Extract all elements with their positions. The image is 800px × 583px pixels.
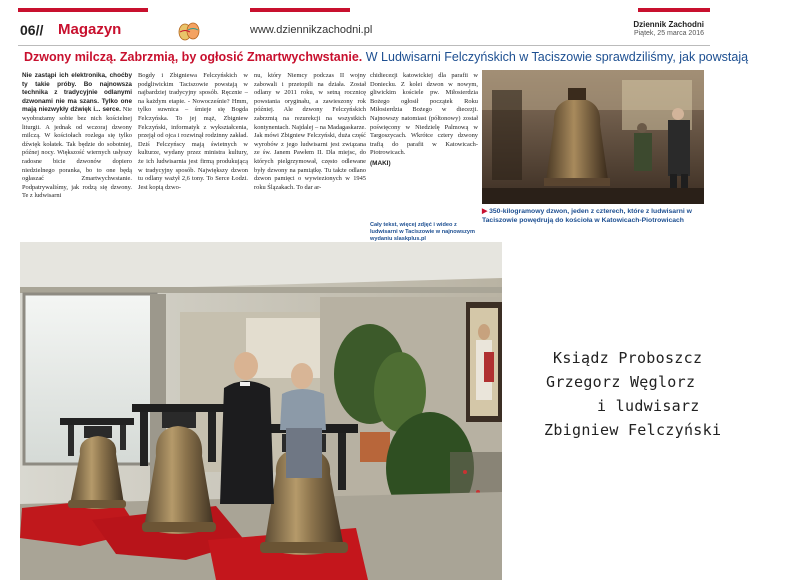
column-3-text: nu, który Niemcy podczas II wojny zabowali i przetopili na działa. Został odlany w 2011 roku, w setną rocznicę powstania oryginału, a zawieszony rok później. Ale dzwony Felczyńskich zabrzmią na rezurekcji na wszystkich kontynentach. Najdalej – na Madagaskarze. Jak mówi Zbigniew Felczyński, duża część wyrobów z jego ludwisarni jest związana ze św. Janem Pawłem II. Dla miejsc, do których pielgrzymował, często odlewane były dzwony na pamiątkę. Tu także odlano dzwon pamięci o wywiezionych w 1945 roku Ślązakach. To dar ar- <box>254 72 366 191</box>
caption-line-2: Grzegorz Węglorz <box>546 373 696 391</box>
article-column-1 <box>22 72 132 232</box>
paper-info <box>633 20 704 38</box>
caption-line-1: Ksiądz Proboszcz <box>553 349 703 367</box>
article-signature: (MAKI) <box>370 159 391 167</box>
bells-church-photo <box>20 242 502 580</box>
easter-eggs-icon <box>176 18 202 42</box>
headline-main: Dzwony milczą. Zabrzmią, by ogłosić Zmartwychwstanie. <box>24 50 363 64</box>
photo-caption <box>482 208 704 225</box>
article-column-4 <box>370 72 478 212</box>
masthead <box>18 16 710 46</box>
masthead-red-bar <box>250 8 350 12</box>
handwritten-caption <box>540 346 740 442</box>
article-headline <box>24 50 749 64</box>
page-number: 06// <box>20 22 44 38</box>
newspaper-clipping <box>18 8 749 242</box>
site-url: www.dziennikzachodni.pl <box>250 24 373 36</box>
article-lead: Nie zastąpi ich elektronika, choćby ty takie próby. Bo najnowsza technika z tradycyjnie odlanymi dzwonami nie ma szans. Tylko one mają niezwykły dźwięk i... serce. <box>22 72 132 114</box>
column-4-text: chidiecezji katowickiej dla parafii w Doniecku. Z kolei dzwon w nowym, gliwickim kościele pw. Miłosierdzia Bożego ogłosił początek Roku Miłosierdzia Bożego w diecezji. Najnowszy natomiast (półtonowy) został poświęcony w Niedzielę Palmową w Targoszycach. Wkrótce cztery dzwony trafią do parafii w Katowicach-Piotrowicach. <box>370 72 478 157</box>
headline-sub: W Ludwisarni Felczyńskich w Taciszowie sprawdziliśmy, jak powstają <box>365 50 749 64</box>
article-column-2 <box>138 72 248 232</box>
caption-text: 350-kilogramowy dzwon, jeden z czterech, które z ludwisarni w Taciszowie powędrują do kościoła w Katowicach-Piotrowicach <box>482 208 692 224</box>
more-online-note: Cały tekst, więcej zdjęć i wideo z ludwisarni w Taciszowie w najnowszym wydaniu slaskplus.pl <box>370 222 475 242</box>
article-column-3 <box>254 72 366 232</box>
masthead-red-bar <box>638 8 710 12</box>
masthead-red-bar <box>18 8 148 12</box>
caption-triangle-icon: ▶ <box>482 208 488 215</box>
section-title: Magazyn <box>58 21 122 38</box>
paper-name: Dziennik Zachodni <box>633 20 704 29</box>
column-1-text: Nie wyobrażamy sobie bez nich kościelnej liturgii. A jednak od wczoraj dzwony milczą. W kościołach rozlega się tylko dźwięk kołatek. Tak będzie do sobotniej, późnej nocy. Większość wiernych usłyszy radosne bicie dzwonów dopiero niedzielnego poranka, bo to one będą ogłaszać Zmartwychwstanie. Podpatrywaliśmy, jak rodzą się dzwony. Te z ludwisarni <box>22 106 132 200</box>
caption-line-4: Zbigniew Felczyński <box>544 421 722 439</box>
column-2-text: Bogdy i Zbigniewa Felczyńskich w podgliwickim Taciszowie powstają w najbardziej tradycyjny sposób. Ręcznie – na każdym etapie. - Nowocześnie? Hmm, tylko suwnica – śmieje się Bogda Felczyńska. To jej mąż, Zbigniew Felczyński, informatyk z wykształcenia, przejął od ojca i rozwinął rodzinny zakład. Dziś Felczyńscy mają świetnych w kulturze, wydany przez ministra kultury, że ich ludwisarnia jest firmą produkującą w tradycyjny sposób. Największy dzwon tu odlany ważył 2,6 tony. To Serce Łodzi. Jest kopią dzwo- <box>138 72 248 191</box>
foundry-bell-photo <box>482 70 704 204</box>
caption-line-3: i ludwisarz <box>597 397 700 415</box>
issue-date: Piątek, 25 marca 2016 <box>633 30 704 37</box>
